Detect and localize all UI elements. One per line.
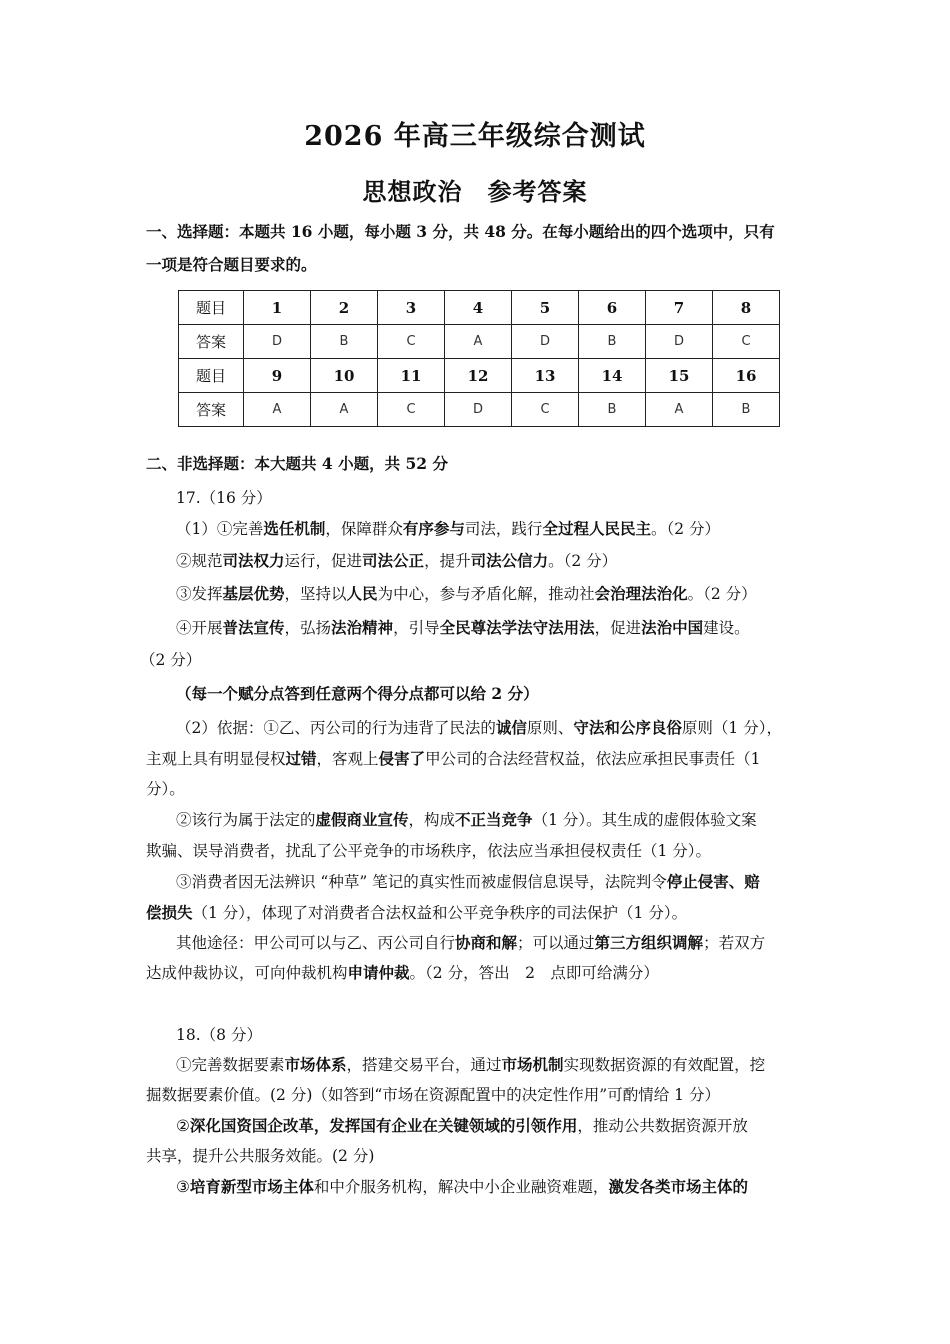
q17-part2-line4: ②该行为属于法定的虚假商业宣传，构成不正当竞争（1 分）。其生成的虚假体验文案 bbox=[176, 810, 757, 829]
question-number: 9 bbox=[244, 359, 311, 393]
row-label: 答案 bbox=[179, 393, 244, 427]
page-title: 2026 年高三年级综合测试 bbox=[304, 121, 646, 152]
section1-heading-line2: 一项是符合题目要求的。 bbox=[146, 255, 317, 274]
q17-part2-line2: 主观上具有明显侵权过错，客观上侵害了甲公司的合法经营权益，依法应承担民事责任（1 bbox=[146, 749, 761, 768]
q17-part2-line3: 分）。 bbox=[146, 780, 185, 798]
row-label: 答案 bbox=[179, 325, 244, 359]
q17-point-1: （1）①完善选任机制，保障群众有序参与司法，践行全过程人民民主。（2 分） bbox=[176, 519, 720, 538]
row-label: 题目 bbox=[179, 291, 244, 325]
question-number: 16 bbox=[713, 359, 780, 393]
question-number: 3 bbox=[378, 291, 445, 325]
answer-cell: B bbox=[713, 393, 780, 427]
question-number: 10 bbox=[311, 359, 378, 393]
q17-part2-line6: ③消费者因无法辨识 “种草” 笔记的真实性而被虚假信息误导，法院判令停止侵害、赔 bbox=[176, 872, 760, 891]
q17-point-3: ③发挥基层优势，坚持以人民为中心，参与矛盾化解，推动社会治理法治化。（2 分） bbox=[176, 584, 757, 603]
table-row bbox=[179, 393, 780, 427]
q18-line5: ③培育新型市场主体和中介服务机构，解决中小企业融资难题，激发各类市场主体的 bbox=[176, 1177, 748, 1196]
answer-cell: B bbox=[579, 325, 646, 359]
q17-point-4: ④开展普法宣传，弘扬法治精神，引导全民尊法学法守法用法，促进法治中国建设。 bbox=[176, 618, 750, 637]
question-number: 4 bbox=[445, 291, 512, 325]
table-row bbox=[179, 325, 780, 359]
answer-cell: A bbox=[311, 393, 378, 427]
table-row bbox=[179, 359, 780, 393]
question-number: 5 bbox=[512, 291, 579, 325]
q18-line2: 掘数据要素价值。(2 分)（如答到“市场在资源配置中的决定性作用”可酌情给 1 分） bbox=[146, 1086, 720, 1104]
q17-part2-line8: 其他途径：甲公司可以与乙、丙公司自行协商和解；可以通过第三方组织调解；若双方 bbox=[176, 933, 766, 952]
question-number: 15 bbox=[646, 359, 713, 393]
answer-table bbox=[178, 290, 780, 427]
answer-cell: C bbox=[378, 325, 445, 359]
answer-cell: A bbox=[244, 393, 311, 427]
page-subtitle: 思想政治 参考答案 bbox=[362, 177, 588, 206]
q18-label: 18.（8 分） bbox=[176, 1026, 262, 1044]
question-number: 6 bbox=[579, 291, 646, 325]
answer-cell: A bbox=[646, 393, 713, 427]
question-number: 1 bbox=[244, 291, 311, 325]
table-row bbox=[179, 291, 780, 325]
answer-cell: B bbox=[579, 393, 646, 427]
q17-point-2: ②规范司法权力运行，促进司法公正，提升司法公信力。（2 分） bbox=[176, 551, 618, 570]
q17-point-4-cont: （2 分） bbox=[140, 651, 202, 669]
answer-cell: D bbox=[445, 393, 512, 427]
q18-line3: ②深化国资国企改革，发挥国有企业在关键领域的引领作用，推动公共数据资源开放 bbox=[176, 1116, 748, 1135]
row-label: 题目 bbox=[179, 359, 244, 393]
question-number: 7 bbox=[646, 291, 713, 325]
q17-part2-line1: （2）依据：①乙、丙公司的行为违背了民法的诚信原则、守法和公序良俗原则（1 分）， bbox=[176, 718, 782, 737]
question-number: 11 bbox=[378, 359, 445, 393]
question-number: 13 bbox=[512, 359, 579, 393]
question-number: 14 bbox=[579, 359, 646, 393]
answer-cell: B bbox=[311, 325, 378, 359]
answer-cell: C bbox=[512, 393, 579, 427]
answer-cell: C bbox=[713, 325, 780, 359]
q17-part2-line9: 达成仲裁协议，可向仲裁机构申请仲裁。（2 分，答出 2 点即可给满分） bbox=[146, 963, 659, 982]
answer-cell: D bbox=[646, 325, 713, 359]
question-number: 8 bbox=[713, 291, 780, 325]
answer-cell: C bbox=[378, 393, 445, 427]
answer-cell: D bbox=[512, 325, 579, 359]
section2-heading: 二、非选择题：本大题共 4 小题，共 52 分 bbox=[146, 454, 448, 473]
question-number: 2 bbox=[311, 291, 378, 325]
answer-cell: D bbox=[244, 325, 311, 359]
q18-line1: ①完善数据要素市场体系，搭建交易平台，通过市场机制实现数据资源的有效配置，挖 bbox=[176, 1055, 766, 1074]
q17-part2-line5: 欺骗、误导消费者，扰乱了公平竞争的市场秩序，依法应当承担侵权责任（1 分）。 bbox=[146, 842, 712, 860]
q17-label: 17.（16 分） bbox=[176, 489, 272, 507]
answer-cell: A bbox=[445, 325, 512, 359]
section1-heading-line1: 一、选择题：本题共 16 小题，每小题 3 分，共 48 分。在每小题给出的四个选项中，只有 bbox=[146, 222, 775, 241]
question-number: 12 bbox=[445, 359, 512, 393]
q18-line4: 共享，提升公共服务效能。(2 分) bbox=[146, 1147, 375, 1165]
q17-scoring-note: （每一个赋分点答到任意两个得分点都可以给 2 分） bbox=[176, 684, 539, 703]
q17-part2-line7: 偿损失（1 分），体现了对消费者合法权益和公平竞争秩序的司法保护（1 分）。 bbox=[146, 903, 688, 922]
